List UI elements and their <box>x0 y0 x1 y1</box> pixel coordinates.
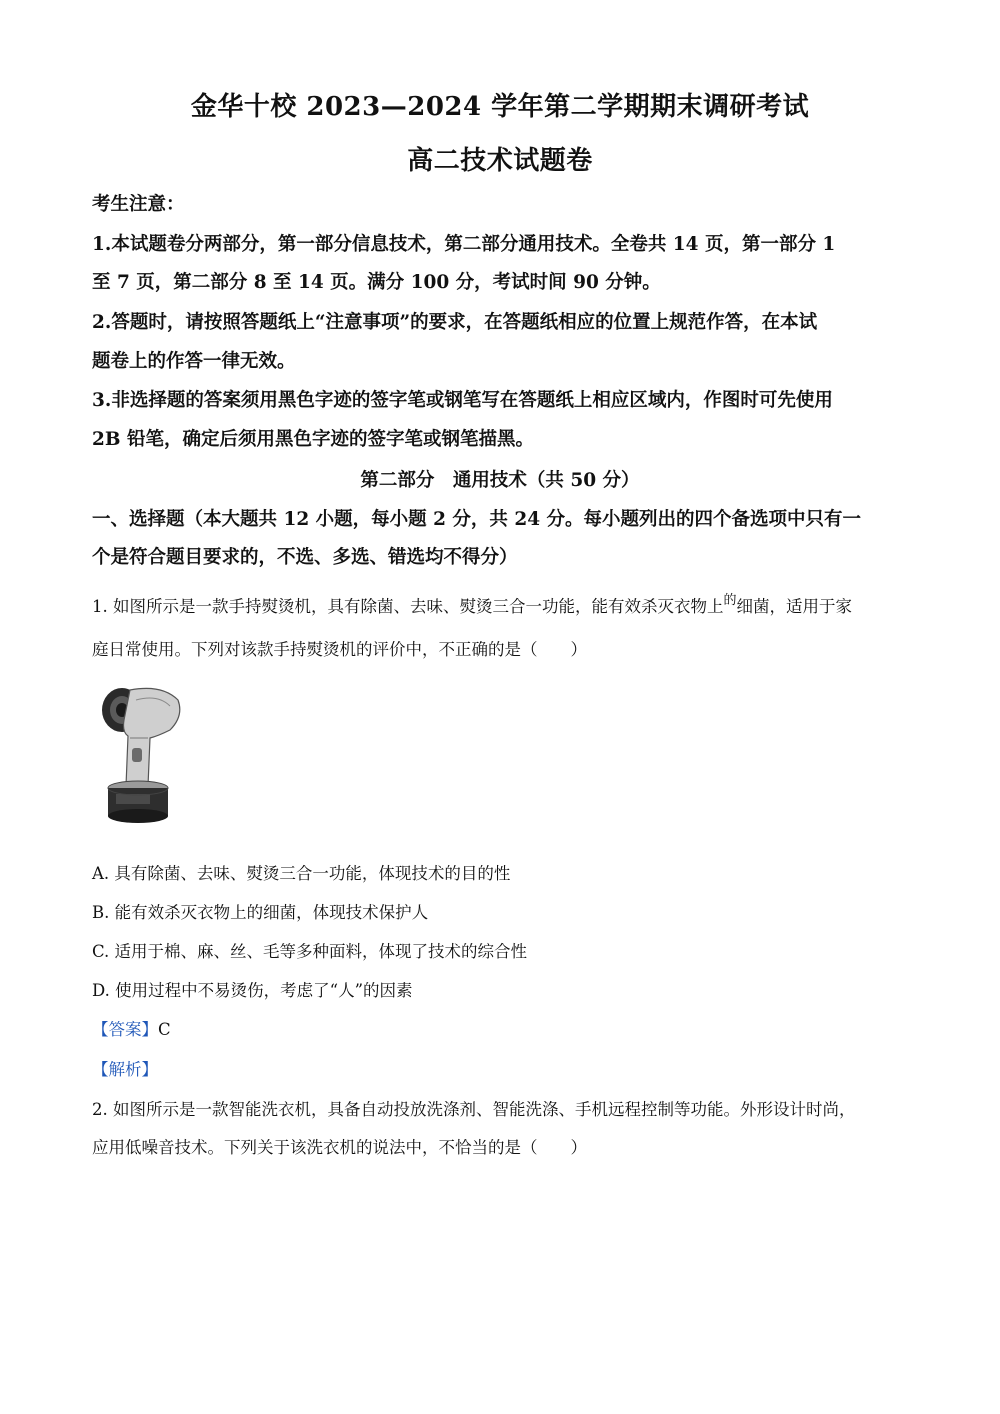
answer-value: C <box>158 1020 171 1039</box>
notice-heading: 考生注意： <box>92 194 185 215</box>
section-heading-line-2: 个是符合题目要求的，不选、多选、错选均不得分） <box>92 547 518 568</box>
question-1-analysis <box>92 1056 922 1080</box>
exam-title: 金华十校 2023—2024 学年第二学期期末调研考试 <box>190 92 810 122</box>
section-heading-line-1: 一、选择题（本大题共 12 小题，每小题 2 分，共 24 分。每小题列出的四个备选项中只有一 <box>92 509 862 530</box>
question-1-stem-line-1 <box>92 593 922 617</box>
notice-item-3-line-1: 3.非选择题的答案须用黑色字迹的签字笔或钢笔写在答题纸上相应区域内，作图时可先使用 <box>92 390 833 411</box>
question-1-option-c: C. 适用于棉、麻、丝、毛等多种面料，体现了技术的综合性 <box>92 942 528 961</box>
question-1-answer <box>92 1016 922 1040</box>
notice-item-3-line-2: 2B 铅笔，确定后须用黑色字迹的签字笔或钢笔描黑。 <box>92 429 534 450</box>
question-1-option-b: B. 能有效杀灭衣物上的细菌，体现技术保护人 <box>92 903 429 922</box>
question-2-stem-line-1: 2. 如图所示是一款智能洗衣机，具备自动投放洗涤剂、智能洗涤、手机远程控制等功能。外形设计时尚， <box>92 1100 856 1119</box>
question-2-stem-line-2: 应用低噪音技术。下列关于该洗衣机的说法中，不恰当的是（ ） <box>92 1138 587 1157</box>
notice-item-2-line-1: 2.答题时，请按照答题纸上“注意事项”的要求，在答题纸相应的位置上规范作答，在本试 <box>92 312 818 333</box>
question-1-option-d: D. 使用过程中不易烫伤，考虑了“人”的因素 <box>92 981 413 1000</box>
analysis-tag: 【解析】 <box>92 1060 158 1079</box>
exam-subtitle: 高二技术试题卷 <box>407 146 593 176</box>
question-1-stem-superscript: 的 <box>723 593 737 608</box>
notice-item-2-line-2: 题卷上的作答一律无效。 <box>92 351 296 372</box>
notice-item-1-line-1: 1.本试题卷分两部分，第一部分信息技术，第二部分通用技术。全卷共 14 页，第一部分 1 <box>92 234 836 255</box>
notice-item-1-line-2: 至 7 页，第二部分 8 至 14 页。满分 100 分，考试时间 90 分钟。 <box>92 272 661 293</box>
question-1-stem-before: 1. 如图所示是一款手持熨烫机，具有除菌、去味、熨烫三合一功能，能有效杀灭衣物上 <box>92 597 724 616</box>
part-heading: 第二部分 通用技术（共 50 分） <box>360 470 640 491</box>
handheld-steamer-figure <box>92 676 192 836</box>
question-1-stem-line-2: 庭日常使用。下列对该款手持熨烫机的评价中，不正确的是（ ） <box>92 640 587 659</box>
answer-tag: 【答案】 <box>92 1020 158 1039</box>
question-1-option-a: A. 具有除菌、去味、熨烫三合一功能，体现技术的目的性 <box>92 864 511 883</box>
handheld-steamer-illustration <box>92 676 192 836</box>
question-1-stem-after: 细菌，适用于家 <box>736 597 853 616</box>
